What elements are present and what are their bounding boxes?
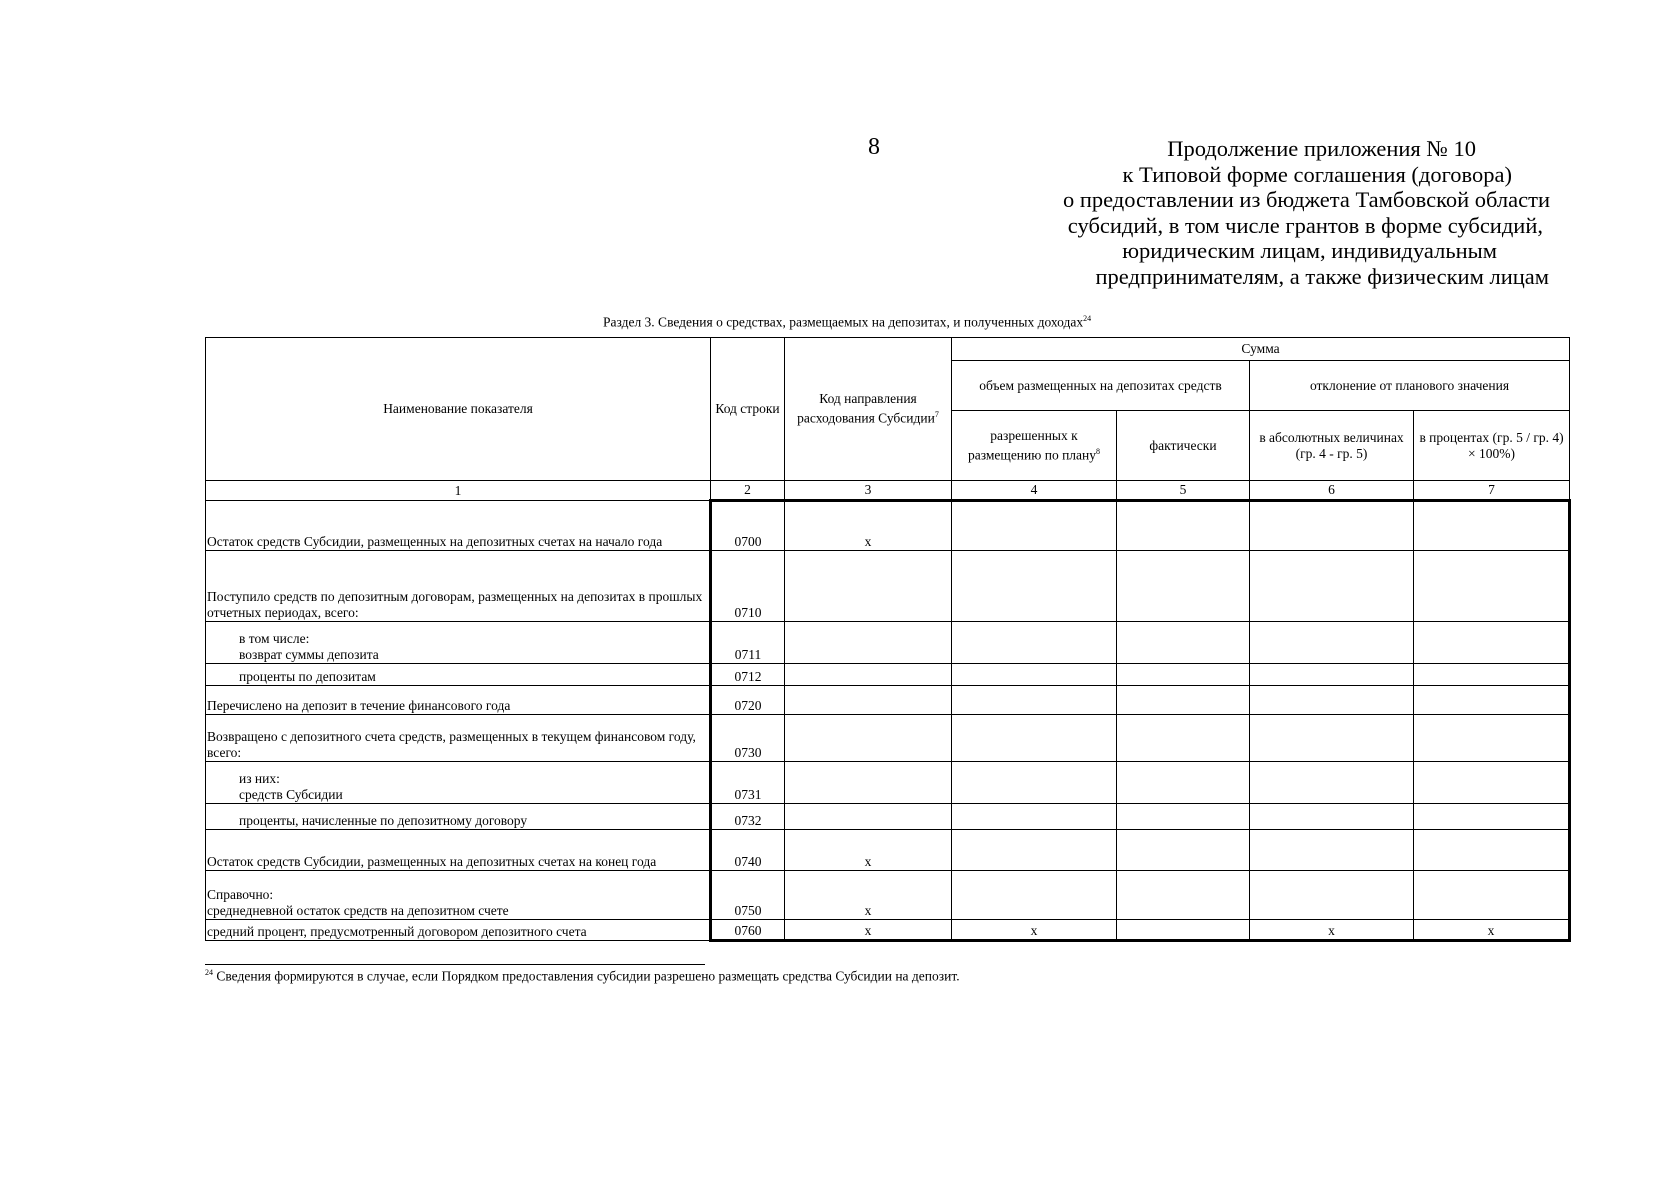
row-cell — [952, 551, 1117, 622]
row-cell — [1414, 501, 1570, 551]
row-name: Возвращено с депозитного счета средств, размещенных в текущем финансовом году, всего: — [206, 715, 711, 762]
row-name: Остаток средств Субсидии, размещенных на депозитных счетах на конец года — [206, 830, 711, 871]
row-name: проценты по депозитам — [206, 664, 711, 686]
column-number: 6 — [1250, 481, 1414, 501]
header-actual: фактически — [1117, 411, 1250, 481]
row-code: 0710 — [711, 551, 785, 622]
header-volume: объем размещенных на депозитах средств — [952, 361, 1250, 411]
header-line: к Типовой форме соглашения (договора) — [1122, 161, 1512, 187]
row-cell — [952, 715, 1117, 762]
row-cell: x — [785, 830, 952, 871]
header-percent: в процентах (гр. 5 / гр. 4) × 100%) — [1414, 411, 1570, 481]
row-code: 0711 — [711, 622, 785, 664]
table-row — [206, 622, 1570, 664]
row-code: 0740 — [711, 830, 785, 871]
footnote-divider — [205, 964, 705, 965]
header-deviation: отклонение от планового значения — [1250, 361, 1570, 411]
row-cell — [1414, 551, 1570, 622]
row-cell — [1117, 551, 1250, 622]
section-title-text: Раздел 3. Сведения о средствах, размещаемых на депозитах, и полученных доходах — [603, 314, 1084, 330]
footnote-ref: 24 — [1083, 314, 1092, 323]
row-cell: x — [785, 920, 952, 941]
row-cell — [1117, 762, 1250, 804]
row-cell — [785, 686, 952, 715]
row-cell — [952, 622, 1117, 664]
header-line: юридическим лицам, индивидуальным — [1122, 238, 1497, 263]
row-code: 0720 — [711, 686, 785, 715]
row-cell — [1414, 686, 1570, 715]
row-code: 0750 — [711, 871, 785, 920]
footnote — [205, 968, 1585, 985]
document-header — [1000, 136, 1550, 289]
header-name: Наименование показателя — [206, 338, 711, 481]
footnote-text: Сведения формируются в случае, если Порядком предоставления субсидии разрешено размещать средства Субсидии на депозит. — [216, 968, 960, 984]
table-row — [206, 871, 1570, 920]
row-name: средний процент, предусмотренный договором депозитного счета — [206, 920, 711, 941]
row-cell — [1414, 762, 1570, 804]
row-cell — [1117, 686, 1250, 715]
row-cell — [1250, 715, 1414, 762]
header-direction-code — [785, 338, 952, 481]
row-cell — [1250, 871, 1414, 920]
row-cell — [1117, 501, 1250, 551]
row-cell: x — [785, 871, 952, 920]
row-cell — [952, 871, 1117, 920]
table-row — [206, 920, 1570, 941]
row-code: 0700 — [711, 501, 785, 551]
row-name: Перечислено на депозит в течение финансового года — [206, 686, 711, 715]
column-number: 3 — [785, 481, 952, 501]
row-code: 0730 — [711, 715, 785, 762]
row-code: 0712 — [711, 664, 785, 686]
row-cell — [1250, 622, 1414, 664]
row-cell — [1414, 622, 1570, 664]
row-cell — [952, 501, 1117, 551]
table-row — [206, 501, 1570, 551]
row-cell: x — [1250, 920, 1414, 941]
page-number: 8 — [868, 134, 880, 160]
column-number: 2 — [711, 481, 785, 501]
row-cell — [952, 804, 1117, 830]
row-cell — [1250, 686, 1414, 715]
row-cell — [1414, 664, 1570, 686]
row-cell — [952, 664, 1117, 686]
row-cell: x — [952, 920, 1117, 941]
footnote-ref: 8 — [1096, 446, 1100, 456]
row-cell — [1250, 762, 1414, 804]
row-cell — [952, 686, 1117, 715]
table-row — [206, 762, 1570, 804]
row-cell — [1250, 664, 1414, 686]
row-cell — [1414, 830, 1570, 871]
row-name: Остаток средств Субсидии, размещенных на депозитных счетах на начало года — [206, 501, 711, 551]
row-cell — [1414, 804, 1570, 830]
header-line: Продолжение приложения № 10 — [1167, 136, 1476, 161]
row-name: Справочно: среднедневной остаток средств на депозитном счете — [206, 871, 711, 920]
row-code: 0732 — [711, 804, 785, 830]
row-cell — [1117, 622, 1250, 664]
row-cell — [1414, 871, 1570, 920]
table-row — [206, 551, 1570, 622]
row-cell — [1250, 830, 1414, 871]
row-cell — [785, 622, 952, 664]
row-cell — [1117, 871, 1250, 920]
table-row — [206, 715, 1570, 762]
header-line: о предоставлении из бюджета Тамбовской области — [1062, 187, 1550, 212]
row-code: 0760 — [711, 920, 785, 941]
row-cell — [1250, 804, 1414, 830]
row-cell — [785, 762, 952, 804]
row-cell — [952, 762, 1117, 804]
row-cell — [1250, 501, 1414, 551]
header-absolute: в абсолютных величинах (гр. 4 - гр. 5) — [1250, 411, 1414, 481]
row-cell — [785, 804, 952, 830]
column-number: 5 — [1117, 481, 1250, 501]
row-name: из них: средств Субсидии — [206, 762, 711, 804]
row-cell — [1414, 715, 1570, 762]
row-cell — [785, 664, 952, 686]
row-cell: x — [1414, 920, 1570, 941]
row-code: 0731 — [711, 762, 785, 804]
row-cell — [952, 830, 1117, 871]
row-cell: x — [785, 501, 952, 551]
header-line: субсидий, в том числе грантов в форме субсидий, — [1067, 212, 1543, 238]
header-code: Код строки — [711, 338, 785, 481]
row-cell — [1250, 551, 1414, 622]
row-name: проценты, начисленные по депозитному договору — [206, 804, 711, 830]
row-cell — [1117, 920, 1250, 941]
row-cell — [1117, 830, 1250, 871]
row-name: в том числе: возврат суммы депозита — [206, 622, 711, 664]
section-title — [603, 314, 1091, 331]
row-cell — [1117, 664, 1250, 686]
row-cell — [1117, 804, 1250, 830]
row-name: Поступило средств по депозитным договорам, размещенных на депозитах в прошлых отчетных периодах, всего: — [206, 551, 711, 622]
deposits-table — [205, 337, 1571, 942]
header-direction-code-text: Код направления расходования Субсидии — [797, 391, 935, 426]
column-number: 1 — [206, 481, 711, 501]
row-cell — [785, 551, 952, 622]
column-number: 4 — [952, 481, 1117, 501]
table-row — [206, 664, 1570, 686]
header-sum: Сумма — [952, 338, 1570, 361]
table-row — [206, 686, 1570, 715]
header-line: предпринимателям, а также физическим лицам — [1095, 263, 1549, 289]
footnote-ref: 24 — [205, 968, 213, 977]
header-planned — [952, 411, 1117, 481]
column-number: 7 — [1414, 481, 1570, 501]
row-cell — [785, 715, 952, 762]
footnote-ref: 7 — [934, 410, 939, 420]
row-cell — [1117, 715, 1250, 762]
header-planned-text: разрешенных к размещению по плану — [968, 427, 1096, 463]
table-row — [206, 830, 1570, 871]
table-row — [206, 804, 1570, 830]
